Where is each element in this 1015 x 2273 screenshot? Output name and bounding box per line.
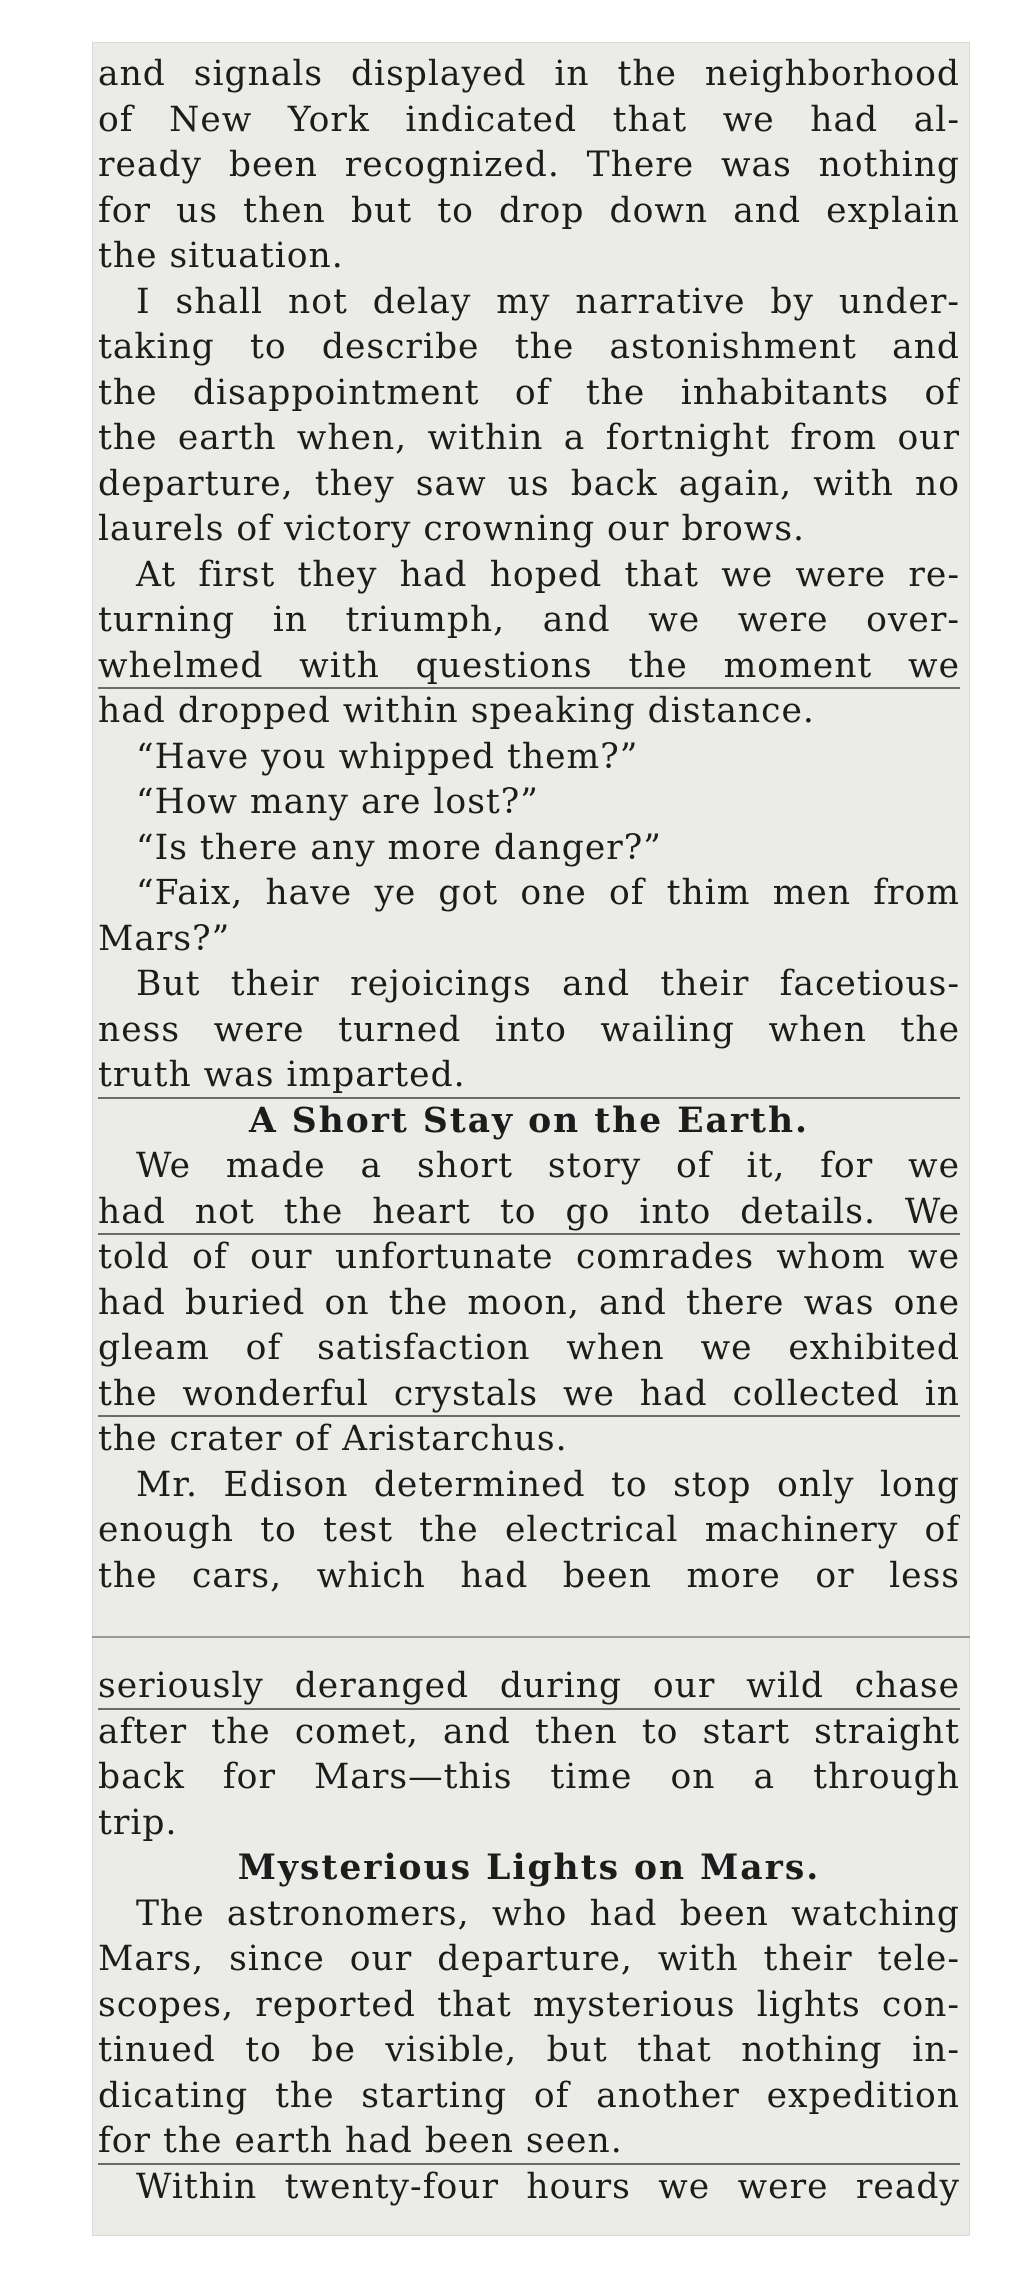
text-line: enough to test the electrical machinery of: [98, 1510, 960, 1550]
paragraph-start-line: But their rejoicings and their facetious-: [136, 964, 960, 1004]
text-line: ness were turned into wailing when the: [98, 1009, 960, 1050]
text-line: truth was imparted.: [98, 1053, 960, 1099]
article-column-lower: [92, 1636, 970, 2236]
text-line: had dropped within speaking distance.: [98, 691, 815, 731]
text-line: laurels of victory crowning our brows.: [98, 509, 806, 549]
text-line: told of our unfortunate comrades whom we: [98, 1237, 960, 1277]
text-line: the cars, which had been more or less: [98, 1555, 960, 1596]
text-line: departure, they saw us back again, with no: [98, 463, 960, 504]
text-line: seriously deranged during our wild chase: [98, 1664, 960, 1710]
text-line: scopes, reported that mysterious lights con-: [98, 1984, 960, 2025]
text-line: the disappointment of the inhabitants of: [98, 372, 960, 413]
text-line: had not the heart to go into details. We: [98, 1190, 960, 1236]
text-line: and signals displayed in the neighborhood: [98, 54, 960, 94]
text-line: whelmed with questions the moment we: [98, 644, 960, 690]
paragraph-start-line: Mr. Edison determined to stop only long: [136, 1464, 960, 1505]
clipping-lower-section: [92, 1636, 970, 2236]
text-line: the crater of Aristarchus.: [98, 1419, 568, 1459]
text-line: the wonderful crystals we had collected in: [98, 1372, 960, 1418]
clipping-upper-section: [92, 42, 970, 1637]
text-line: ready been recognized. There was nothing: [98, 145, 960, 185]
text-line: had buried on the moon, and there was one: [98, 1282, 960, 1323]
text-line: for us then but to drop down and explain: [98, 190, 960, 231]
text-line: gleam of satisfaction when we exhibited: [98, 1328, 960, 1368]
paragraph-start-line: We made a short story of it, for we: [136, 1146, 960, 1186]
text-line: the earth when, within a fortnight from our: [98, 418, 960, 458]
text-line: Mars, since our departure, with their tele-: [98, 1939, 960, 1979]
text-line: of New York indicated that we had al-: [98, 99, 960, 140]
section-heading: A Short Stay on the Earth.: [248, 1100, 810, 1141]
article-column-upper: [92, 42, 970, 1637]
text-line: turning in triumph, and we were over-: [98, 600, 960, 640]
text-line: back for Mars—this time on a through: [98, 1757, 960, 1797]
text-line: for the earth had been seen.: [98, 2119, 960, 2165]
text-line: dicating the starting of another expedition: [98, 2075, 960, 2116]
paragraph-start-line: The astronomers, who had been watching: [136, 1893, 960, 1934]
paragraph-start-line: I shall not delay my narrative by under-: [136, 281, 960, 322]
text-line: trip.: [98, 1802, 178, 1843]
quote-line: “How many are lost?”: [136, 782, 539, 822]
section-heading: Mysterious Lights on Mars.: [237, 1848, 821, 1888]
quote-line: “Faix, have ye got one of thim men from: [136, 873, 960, 913]
text-line: after the comet, and then to start straight: [98, 1711, 960, 1752]
quote-line: “Is there any more danger?”: [136, 827, 662, 868]
text-line: tinued to be visible, but that nothing in-: [98, 2030, 960, 2070]
text-line: taking to describe the astonishment and: [98, 327, 960, 367]
paragraph-start-line: Within twenty-four hours we were ready: [136, 2166, 960, 2207]
paragraph-start-line: At first they had hoped that we were re-: [136, 554, 960, 595]
quote-line: “Have you whipped them?”: [136, 736, 639, 777]
text-line: Mars?”: [98, 918, 231, 959]
text-line: the situation.: [98, 236, 344, 276]
